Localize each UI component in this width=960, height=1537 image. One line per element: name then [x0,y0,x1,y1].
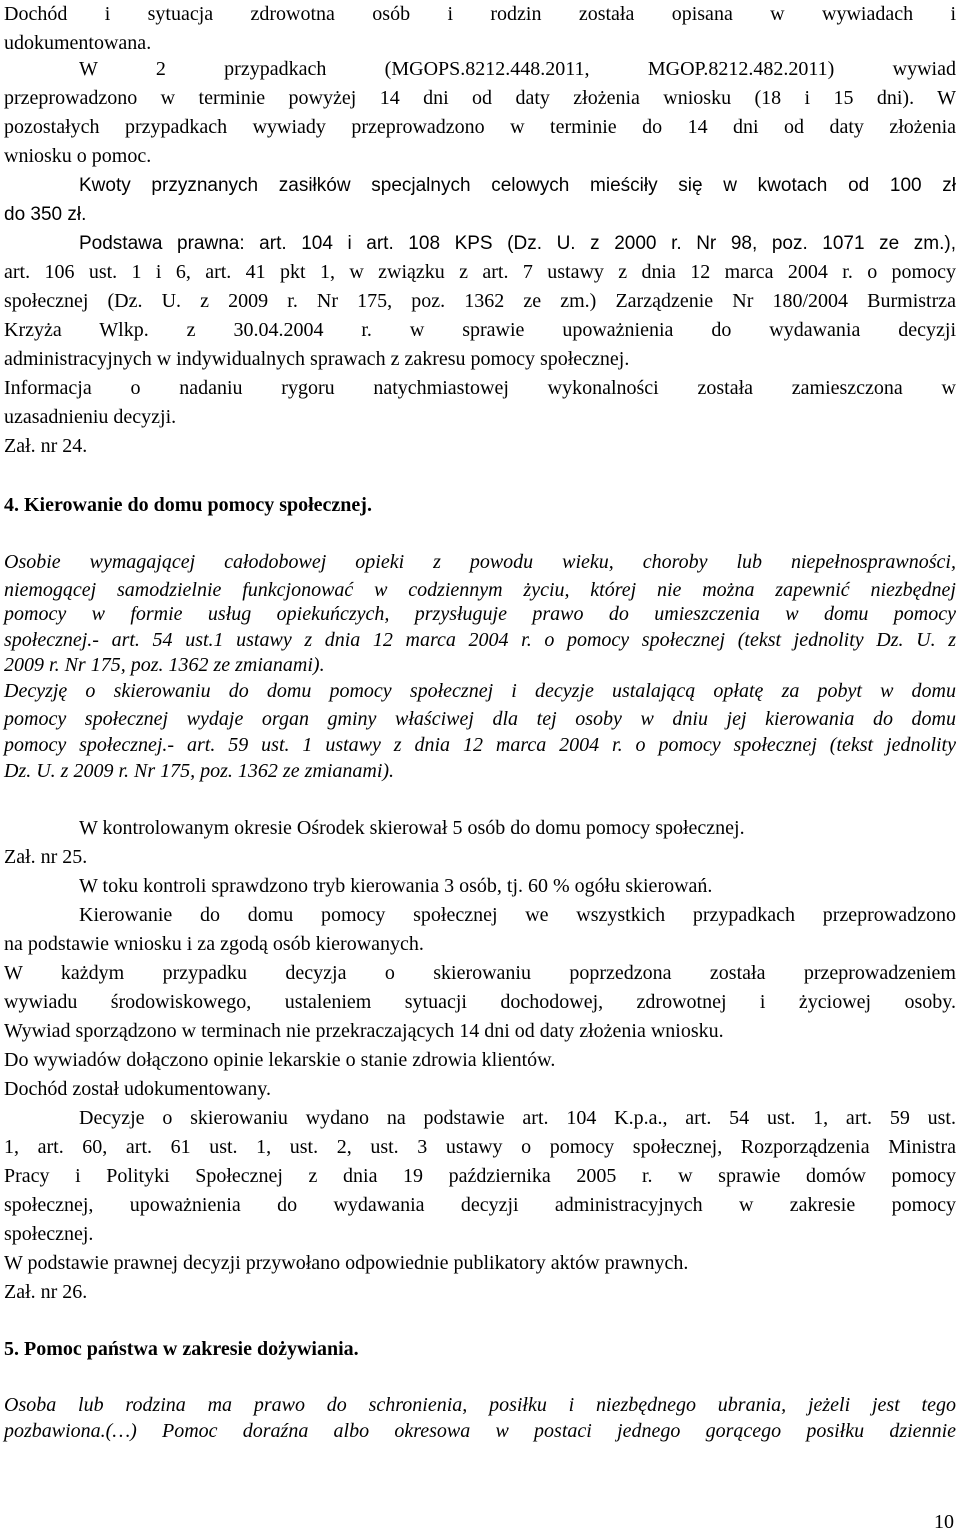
paragraph-line: W podstawie prawnej decyzji przywołano odpowiednie publikatory aktów prawnych. [4,1252,689,1274]
quote-line: Dz. U. z 2009 r. Nr 175, poz. 1362 ze zmianami). [4,760,395,782]
paragraph-line: W 2 przypadkach (MGOPS.8212.448.2011, MGOP.8212.482.2011) wywiad [79,58,956,80]
paragraph-line: Informacja o nadaniu rygoru natychmiastowej wykonalności została zamieszczona w [4,377,956,399]
paragraph-line: Wywiad sporządzono w terminach nie przekraczających 14 dni od daty złożenia wniosku. [4,1020,724,1042]
paragraph-line: Podstawa prawna: art. 104 i art. 108 KPS (Dz. U. z 2000 r. Nr 98, poz. 1071 ze zm.), [79,233,956,254]
paragraph-line: do 350 zł. [4,204,87,225]
section-heading: 4. Kierowanie do domu pomocy społecznej. [4,494,372,516]
paragraph-line: Do wywiadów dołączono opinie lekarskie o stanie zdrowia klientów. [4,1049,556,1071]
paragraph-line: W toku kontroli sprawdzono tryb kierowania 3 osób, tj. 60 % ogółu skierowań. [79,875,713,897]
paragraph-line: Kierowanie do domu pomocy społecznej we wszystkich przypadkach przeprowadzono [79,904,956,926]
paragraph-line: Dochód i sytuacja zdrowotna osób i rodzin została opisana w wywiadach i [4,3,956,25]
quote-line: Osoba lub rodzina ma prawo do schronienia, posiłku i niezbędnego ubrania, jeżeli jest tego [4,1394,956,1416]
quote-line: Osobie wymagającej całodobowej opieki z powodu wieku, choroby lub niepełnosprawności, [4,551,956,573]
paragraph-line: administracyjnych w indywidualnych sprawach z zakresu pomocy społecznej. [4,348,630,370]
paragraph-line: uzasadnieniu decyzji. [4,406,177,428]
paragraph-line: Krzyża Wlkp. z 30.04.2004 r. w sprawie upoważnienia do wydawania decyzji [4,319,956,341]
quote-line: pomocy społecznej.- art. 59 ust. 1 ustawy z dnia 12 marca 2004 r. o pomocy społecznej (tekst jednolity [4,734,956,756]
section-heading: 5. Pomoc państwa w zakresie dożywiania. [4,1338,359,1360]
paragraph-line: art. 106 ust. 1 i 6, art. 41 pkt 1, w związku z art. 7 ustawy z dnia 12 marca 2004 r. o pomocy [4,261,956,283]
paragraph-line: Zał. nr 25. [4,846,88,868]
paragraph-line: Decyzje o skierowaniu wydano na podstawie art. 104 K.p.a., art. 54 ust. 1, art. 59 ust. [79,1107,956,1129]
quote-line: pomocy w formie usług opiekuńczych, przysługuje prawo do umieszczenia w domu pomocy [4,603,956,625]
paragraph-line: na podstawie wniosku i za zgodą osób kierowanych. [4,933,424,955]
paragraph-line: udokumentowana. [4,32,152,54]
paragraph-line: wniosku o pomoc. [4,145,152,167]
paragraph-line: W kontrolowanym okresie Ośrodek skierował 5 osób do domu pomocy społecznej. [79,817,745,839]
paragraph-line: W każdym przypadku decyzja o skierowaniu poprzedzona została przeprowadzeniem [4,962,956,984]
paragraph-line: przeprowadzono w terminie powyżej 14 dni od daty złożenia wniosku (18 i 15 dni). W [4,87,956,109]
paragraph-line: społecznej, upoważnienia do wydawania decyzji administracyjnych w zakresie pomocy [4,1194,956,1216]
paragraph-line: społecznej. [4,1223,94,1245]
paragraph-line: 1, art. 60, art. 61 ust. 1, ust. 2, ust. 3 ustawy o pomocy społecznej, Rozporządzenia Ministra [4,1136,956,1158]
quote-line: niemogącej samodzielnie funkcjonować w codziennym życiu, której nie można zapewnić niezbędnej [4,579,956,601]
page-number: 10 [934,1511,954,1533]
quote-line: pozbawiona.(…) Pomoc doraźna albo okresowa w postaci jednego gorącego posiłku dziennie [4,1420,956,1442]
paragraph-line: Pracy i Polityki Społecznej z dnia 19 października 2005 r. w sprawie domów pomocy [4,1165,956,1187]
quote-line: społecznej.- art. 54 ust.1 ustawy z dnia 12 marca 2004 r. o pomocy społecznej (tekst jednolity Dz. U. z [4,629,956,651]
paragraph-line: Zał. nr 24. [4,435,88,457]
paragraph-line: wywiadu środowiskowego, ustaleniem sytuacji dochodowej, zdrowotnej i życiowej osoby. [4,991,956,1013]
paragraph-line: społecznej (Dz. U. z 2009 r. Nr 175, poz. 1362 ze zm.) Zarządzenie Nr 180/2004 Burmistrza [4,290,956,312]
paragraph-line: Kwoty przyznanych zasiłków specjalnych celowych mieściły się w kwotach od 100 zł [79,175,956,196]
quote-line: pomocy społecznej wydaje organ gminy właściwej dla tej osoby w dniu jej kierowania do domu [4,708,956,730]
paragraph-line: Dochód został udokumentowany. [4,1078,271,1100]
paragraph-line: Zał. nr 26. [4,1281,88,1303]
quote-line: 2009 r. Nr 175, poz. 1362 ze zmianami). [4,654,325,676]
quote-line: Decyzję o skierowaniu do domu pomocy społecznej i decyzje ustalającą opłatę za pobyt w domu [4,680,956,702]
paragraph-line: pozostałych przypadkach wywiady przeprowadzono w terminie do 14 dni od daty złożenia [4,116,956,138]
